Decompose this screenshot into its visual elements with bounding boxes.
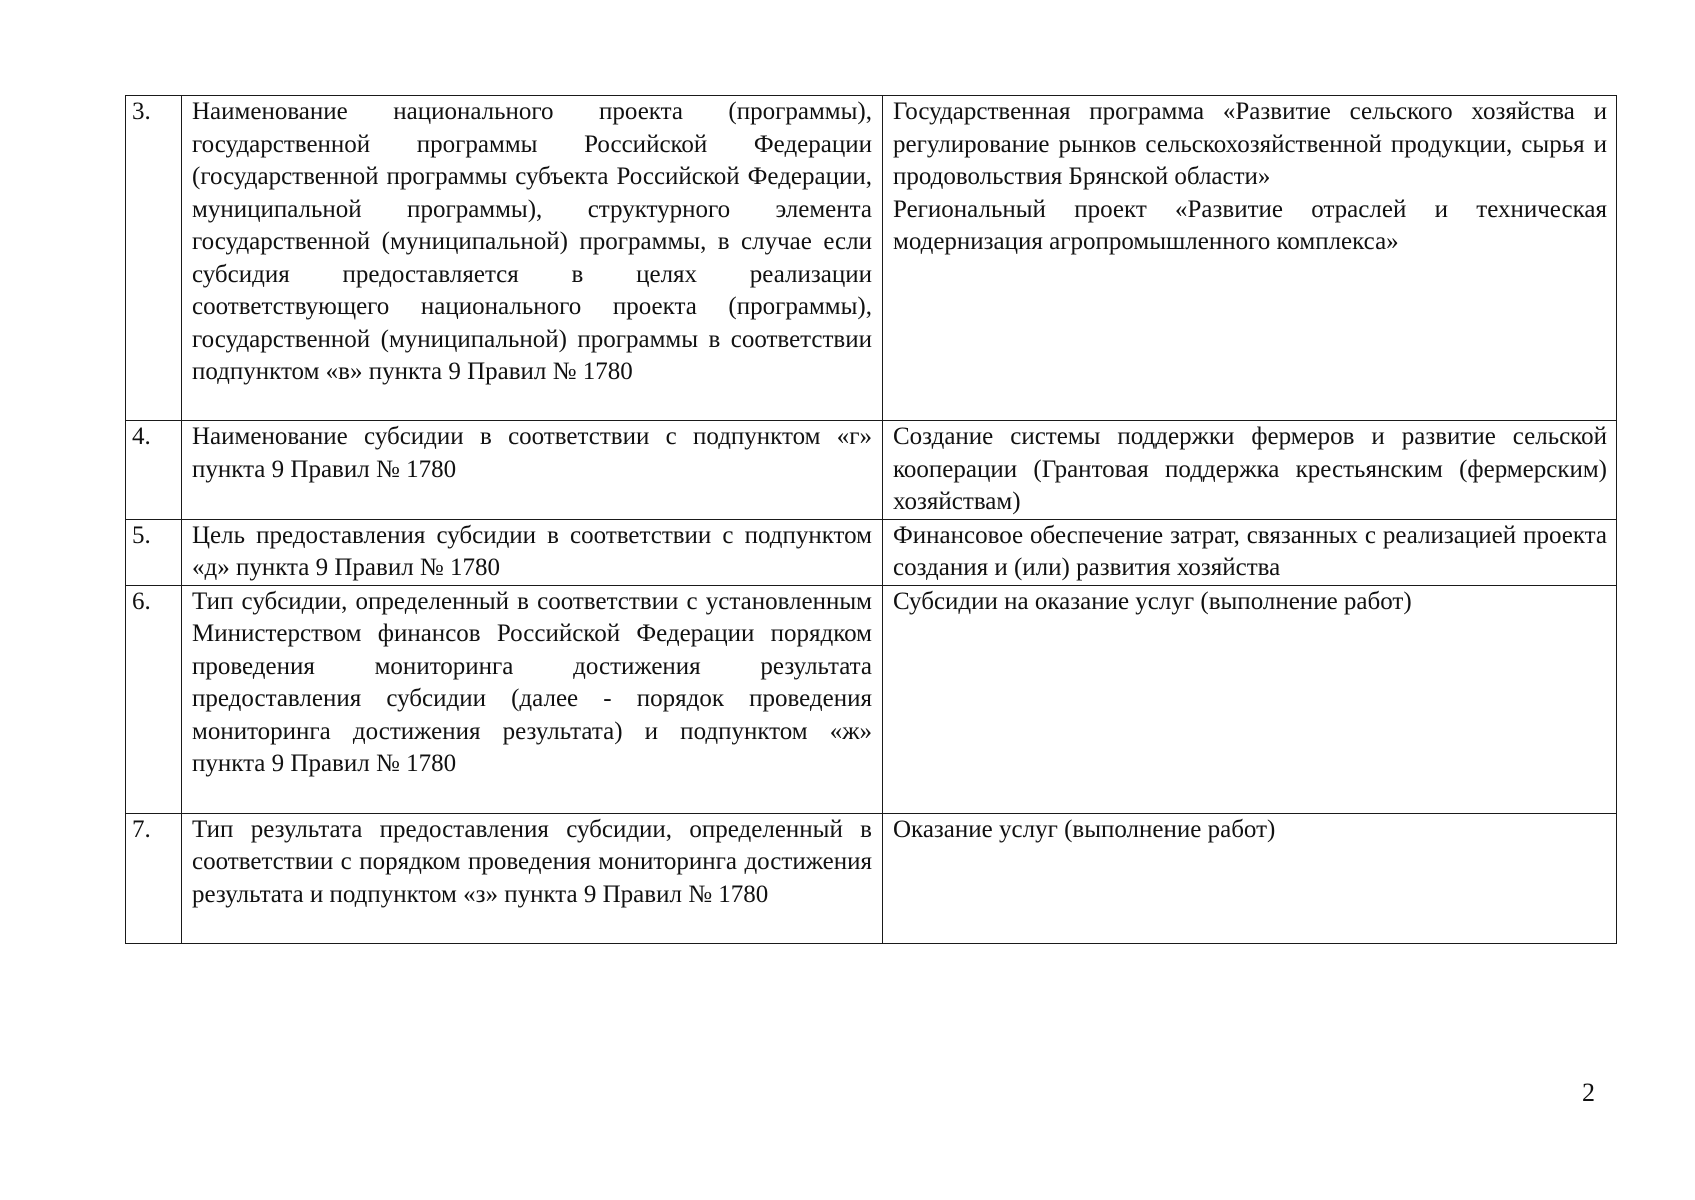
table-row: [126, 519, 1617, 585]
parameter-value: Оказание услуг (выполнение работ): [883, 813, 1617, 943]
parameter-value: [883, 96, 1617, 421]
parameter-name: Цель предоставления субсидии в соответствии с подпунктом «д» пункта 9 Правил № 1780: [182, 519, 883, 585]
row-number: 3.: [126, 96, 182, 421]
program-name: Государственная программа «Развитие сельского хозяйства и регулирование рынков сельскохозяйственной продукции, сырья и продовольствия Брянской области»: [893, 98, 1607, 190]
parameter-value: Финансовое обеспечение затрат, связанных с реализацией проекта создания и (или) развития хозяйства: [883, 519, 1617, 585]
parameter-name: Тип результата предоставления субсидии, определенный в соответствии с порядком проведения мониторинга достижения результата и подпунктом «з» пункта 9 Правил № 1780: [182, 813, 883, 943]
parameter-name: Тип субсидии, определенный в соответствии с установленным Министерством финансов Российской Федерации порядком проведения мониторинга достижения результата предоставления субсидии (далее - порядок проведения мониторинга достижения результата) и подпунктом «ж» пункта 9 Правил № 1780: [182, 585, 883, 813]
row-number: 6.: [126, 585, 182, 813]
table-row: [126, 421, 1617, 520]
parameter-name: Наименование субсидии в соответствии с подпунктом «г» пункта 9 Правил № 1780: [182, 421, 883, 520]
table-row: [126, 96, 1617, 421]
table-row: [126, 585, 1617, 813]
row-number: 4.: [126, 421, 182, 520]
parameter-value: Создание системы поддержки фермеров и развитие сельской кооперации (Грантовая поддержка крестьянским (фермерским) хозяйствам): [883, 421, 1617, 520]
parameter-name: Наименование национального проекта (программы), государственной программы Российской Федерации (государственной программы субъекта Российской Федерации, муниципальной программы), структурного элемента государственной (муниципальной) программы, в случае если субсидия предоставляется в целях реализации соответствующего национального проекта (программы), государственной (муниципальной) программы в соответствии подпунктом «в» пункта 9 Правил № 1780: [182, 96, 883, 421]
page-number: 2: [1582, 1078, 1595, 1107]
project-name: Региональный проект «Развитие отраслей и техническая модернизация агропромышленного комплекса»: [893, 195, 1607, 255]
row-number: 5.: [126, 519, 182, 585]
row-number: 7.: [126, 813, 182, 943]
document-table: [125, 95, 1617, 944]
table-row: [126, 813, 1617, 943]
parameter-value: Субсидии на оказание услуг (выполнение работ): [883, 585, 1617, 813]
